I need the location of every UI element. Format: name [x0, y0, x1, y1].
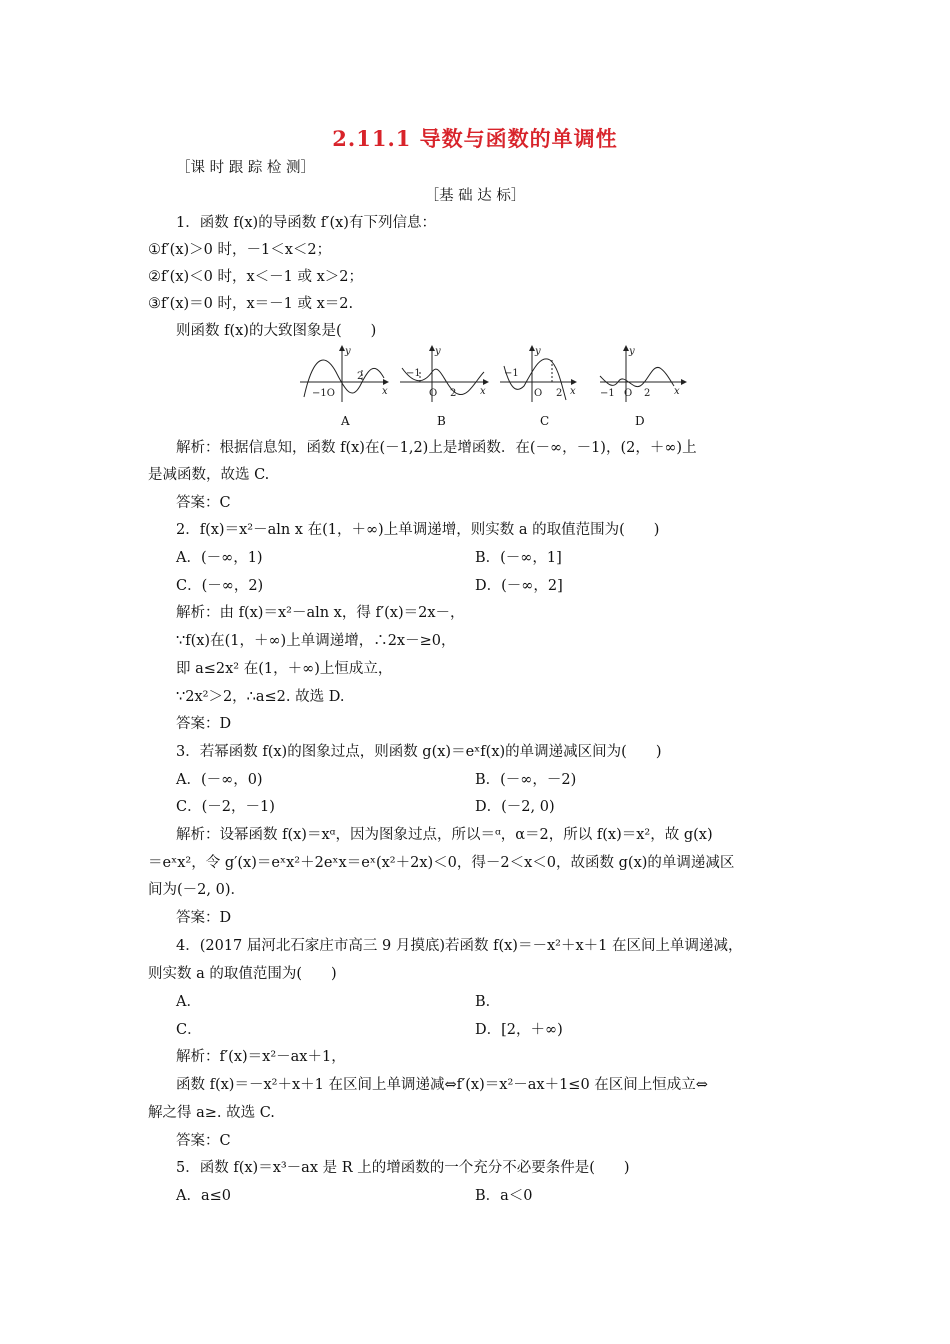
svg-text:2: 2: [357, 371, 364, 382]
q4-option-d: D．[2，＋∞): [475, 1022, 563, 1038]
q1-graph-options: [296, 342, 690, 404]
q2-option-b: B．(－∞，1]: [475, 550, 562, 566]
svg-text:x: x: [382, 386, 388, 397]
q1-info-2: ②f′(x)＜0 时，x＜－1 或 x＞2；: [148, 269, 364, 285]
q5-option-a: A．a≤0: [176, 1188, 231, 1204]
q2-option-a: A．(－∞，1): [176, 550, 263, 566]
svg-text:2: 2: [644, 388, 651, 399]
svg-text:x: x: [480, 386, 486, 397]
q3-solution-2: ＝eˣx²，令 g′(x)＝eˣx²＋2eˣx＝eˣ(x²＋2x)＜0，得－2＜x＜0，故函数 g(x)的单调递减区: [148, 855, 735, 871]
svg-text:2: 2: [556, 388, 563, 399]
q3-option-a: A．(－∞，0): [176, 772, 263, 788]
graph-b: [400, 346, 488, 402]
svg-text:−1: −1: [600, 388, 615, 399]
svg-text:y: y: [535, 346, 541, 357]
q3-option-c: C．(－2，－1): [176, 799, 275, 815]
q1-ask: 则函数 f(x)的大致图象是( ): [176, 323, 377, 339]
q3-solution-3: 间为(－2, 0)．: [148, 882, 245, 898]
q5-option-b: B．a＜0: [475, 1188, 533, 1204]
q1-solution-2: 是减函数，故选 C.: [148, 467, 270, 483]
q1-info-1: ①f′(x)＞0 时，－1＜x＜2；: [148, 242, 332, 258]
svg-text:−1: −1: [406, 368, 421, 379]
svg-text:O: O: [534, 388, 543, 399]
graph-a: [300, 346, 388, 402]
q2-solution-3: 即 a≤2x² 在(1，＋∞)上恒成立，: [176, 661, 393, 677]
q2-stem: 2．f(x)＝x²－aln x 在(1，＋∞)上单调递增，则实数 a 的取值范围为( ): [176, 522, 660, 538]
svg-text:x: x: [674, 386, 680, 397]
svg-text:2: 2: [450, 388, 457, 399]
q4-solution-2: 函数 f(x)＝－x²＋x＋1 在区间上单调递减⇔f′(x)＝x²－ax＋1≤0 在区间上恒成立⇔: [176, 1077, 708, 1093]
graph-label-a: A: [341, 414, 350, 428]
q4-answer: 答案：C: [176, 1133, 231, 1149]
page-title: 2.11.1 导数与函数的单调性: [332, 126, 618, 151]
q2-option-c: C．(－∞，2): [176, 578, 264, 594]
q2-answer: 答案：D: [176, 716, 232, 732]
q1-answer: 答案：C: [176, 495, 231, 511]
q3-stem: 3．若幂函数 f(x)的图象过点，则函数 g(x)＝eˣf(x)的单调递减区间为( ): [176, 744, 662, 760]
graph-d: [600, 346, 686, 402]
q1-stem: 1．函数 f(x)的导函数 f′(x)有下列信息：: [176, 215, 436, 231]
q2-solution-1: 解析：由 f(x)＝x²－aln x，得 f′(x)＝2x－，: [176, 605, 465, 621]
q3-option-b: B．(－∞，－2): [475, 772, 577, 788]
graph-label-b: B: [437, 414, 446, 428]
svg-text:y: y: [345, 346, 351, 357]
q4-stem-2: 则实数 a 的取值范围为( ): [148, 966, 337, 982]
svg-text:−1O: −1O: [312, 388, 335, 399]
svg-text:y: y: [435, 346, 441, 357]
q2-solution-2: ∵f(x)在(1，＋∞)上单调递增，∴2x－≥0，: [176, 633, 456, 649]
graph-c: [500, 346, 576, 402]
q3-answer: 答案：D: [176, 910, 232, 926]
graph-label-d: D: [635, 414, 645, 428]
svg-text:O: O: [624, 388, 633, 399]
svg-text:x: x: [570, 386, 576, 397]
q1-solution-1: 解析：根据信息知，函数 f(x)在(－1,2)上是增函数．在(－∞，－1)，(2，＋∞)上: [176, 440, 697, 456]
q4-option-b: B．: [475, 994, 501, 1010]
q4-solution-1: 解析：f′(x)＝x²－ax＋1，: [176, 1049, 346, 1065]
svg-text:y: y: [629, 346, 635, 357]
q4-stem-1: 4．(2017 届河北石家庄市高三 9 月摸底)若函数 f(x)＝－x²＋x＋1 在区间上单调递减，: [176, 938, 743, 954]
q4-option-c: C．: [176, 1022, 202, 1038]
q1-info-3: ③f′(x)＝0 时，x＝－1 或 x＝2.: [148, 296, 354, 312]
q5-stem: 5．函数 f(x)＝x³－ax 是 R 上的增函数的一个充分不必要条件是( ): [176, 1160, 630, 1176]
q2-solution-4: ∵2x²＞2，∴a≤2. 故选 D.: [176, 689, 345, 705]
svg-text:O: O: [429, 388, 438, 399]
q4-solution-3: 解之得 a≥. 故选 C.: [148, 1105, 275, 1121]
q3-solution-1: 解析：设幂函数 f(x)＝xᵅ，因为图象过点，所以＝ᵅ，α＝2，所以 f(x)＝x²，故 g(x): [176, 827, 713, 843]
q1-graphs-svg: [296, 342, 690, 404]
q4-option-a: A．: [176, 994, 201, 1010]
q2-option-d: D．(－∞，2]: [475, 578, 563, 594]
graph-label-c: C: [540, 414, 550, 428]
q3-option-d: D．(－2, 0): [475, 799, 555, 815]
section-subheader: ［基 础 达 标］: [424, 188, 526, 204]
section-header: ［课 时 跟 踪 检 测］: [176, 160, 316, 176]
svg-text:−1: −1: [504, 368, 519, 379]
